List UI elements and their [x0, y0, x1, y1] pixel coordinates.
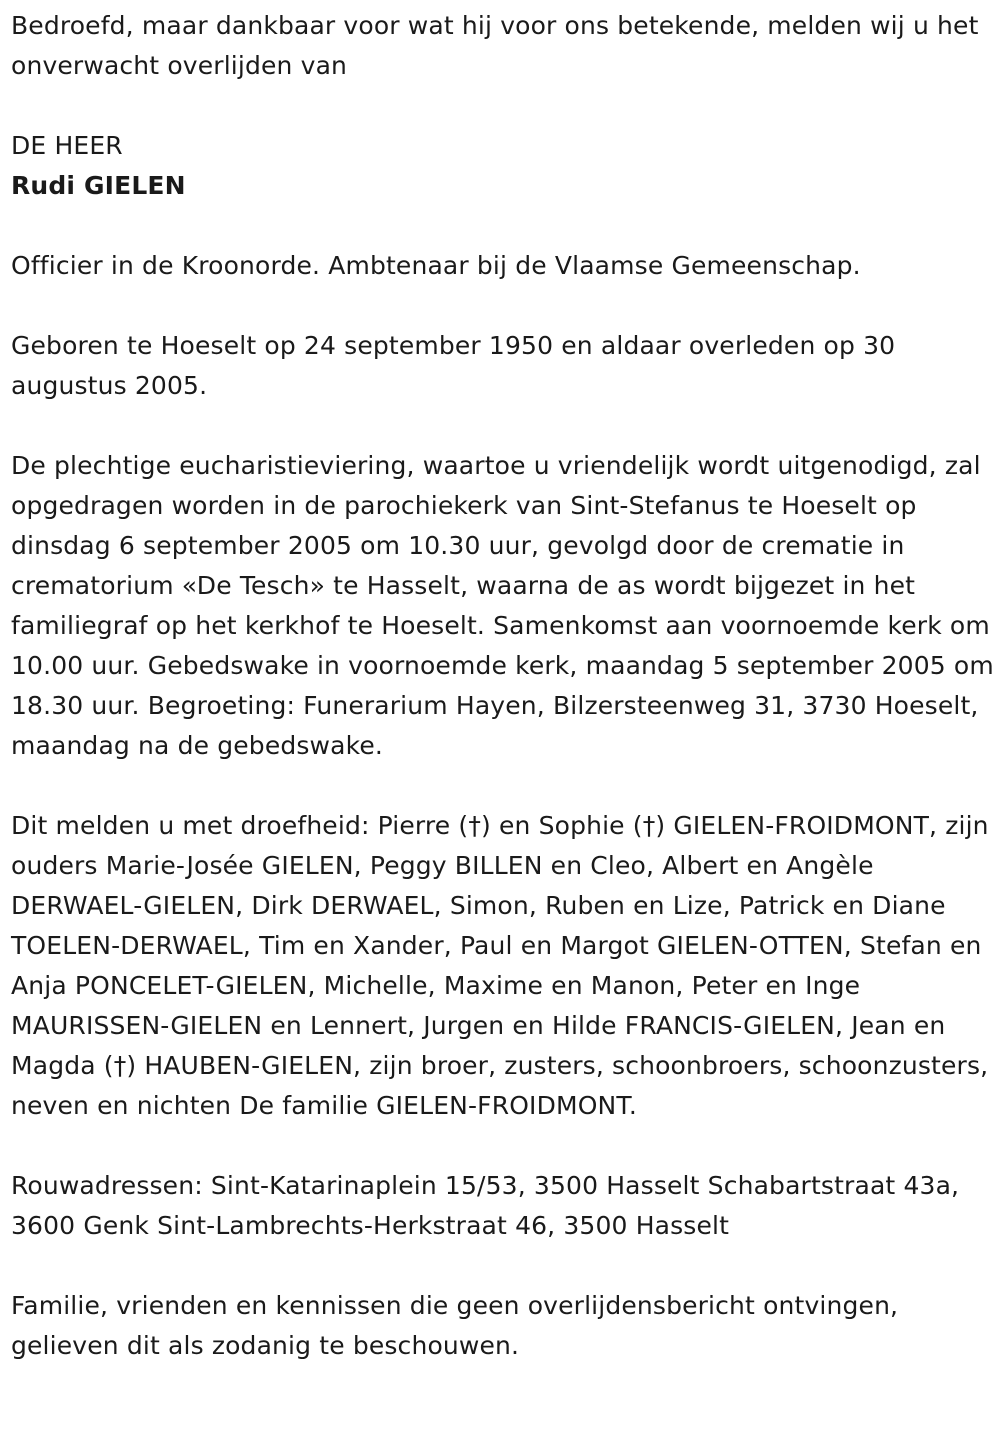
addresses-paragraph: Rouwadressen: Sint-Katarinaplein 15/53, 3500 Hasselt Schabartstraat 43a, 3600 Genk Sint-Lambrechts-Herkstraat 46, 3500 Hasselt: [11, 1171, 960, 1240]
closing-paragraph: Familie, vrienden en kennissen die geen overlijdensbericht ontvingen, gelieven dit als zodanig te beschouwen.: [11, 1291, 899, 1360]
ceremony-paragraph: De plechtige eucharistieviering, waartoe u vriendelijk wordt uitgenodigd, zal opgedragen worden in de parochiekerk van Sint-Stefanus te Hoeselt op dinsdag 6 september 2005 om 10.30 uur, gevolgd door de crematie in crematorium «De Tesch» te Hasselt, waarna de as wordt bijgezet in het familiegraf op het kerkhof te Hoeselt. Samenkomst aan voornoemde kerk om 10.00 uur. Gebedswake in voornoemde kerk, maandag 5 september 2005 om 18.30 uur. Begroeting: Funerarium Hayen, Bilzersteenweg 31, 3730 Hoeselt, maandag na de gebedswake.: [11, 451, 994, 760]
deceased-name: Rudi GIELEN: [11, 171, 186, 200]
family-paragraph: Dit melden u met droefheid: Pierre (†) en Sophie (†) GIELEN-FROIDMONT, zijn ouders Marie-Josée GIELEN, Peggy BILLEN en Cleo, Albert en Angèle DERWAEL-GIELEN, Dirk DERWAEL, Simon, Ruben en Lize, Patrick en Diane TOELEN-DERWAEL, Tim en Xander, Paul en Margot GIELEN-OTTEN, Stefan en Anja PONCELET-GIELEN, Michelle, Maxime en Manon, Peter en Inge MAURISSEN-GIELEN en Lennert, Jurgen en Hilde FRANCIS-GIELEN, Jean en Magda (†) HAUBEN-GIELEN, zijn broer, zusters, schoonbroers, schoonzusters, neven en nichten De familie GIELEN-FROIDMONT.: [11, 811, 989, 1120]
intro-paragraph: Bedroefd, maar dankbaar voor wat hij voor ons betekende, melden wij u het onverwacht overlijden van: [11, 11, 979, 80]
titles-paragraph: Officier in de Kroonorde. Ambtenaar bij de Vlaamse Gemeenschap.: [11, 251, 861, 280]
obituary-document: [11, 6, 995, 1406]
birth-death-paragraph: Geboren te Hoeselt op 24 september 1950 en aldaar overleden op 30 augustus 2005.: [11, 331, 896, 400]
honorific: DE HEER: [11, 131, 123, 160]
